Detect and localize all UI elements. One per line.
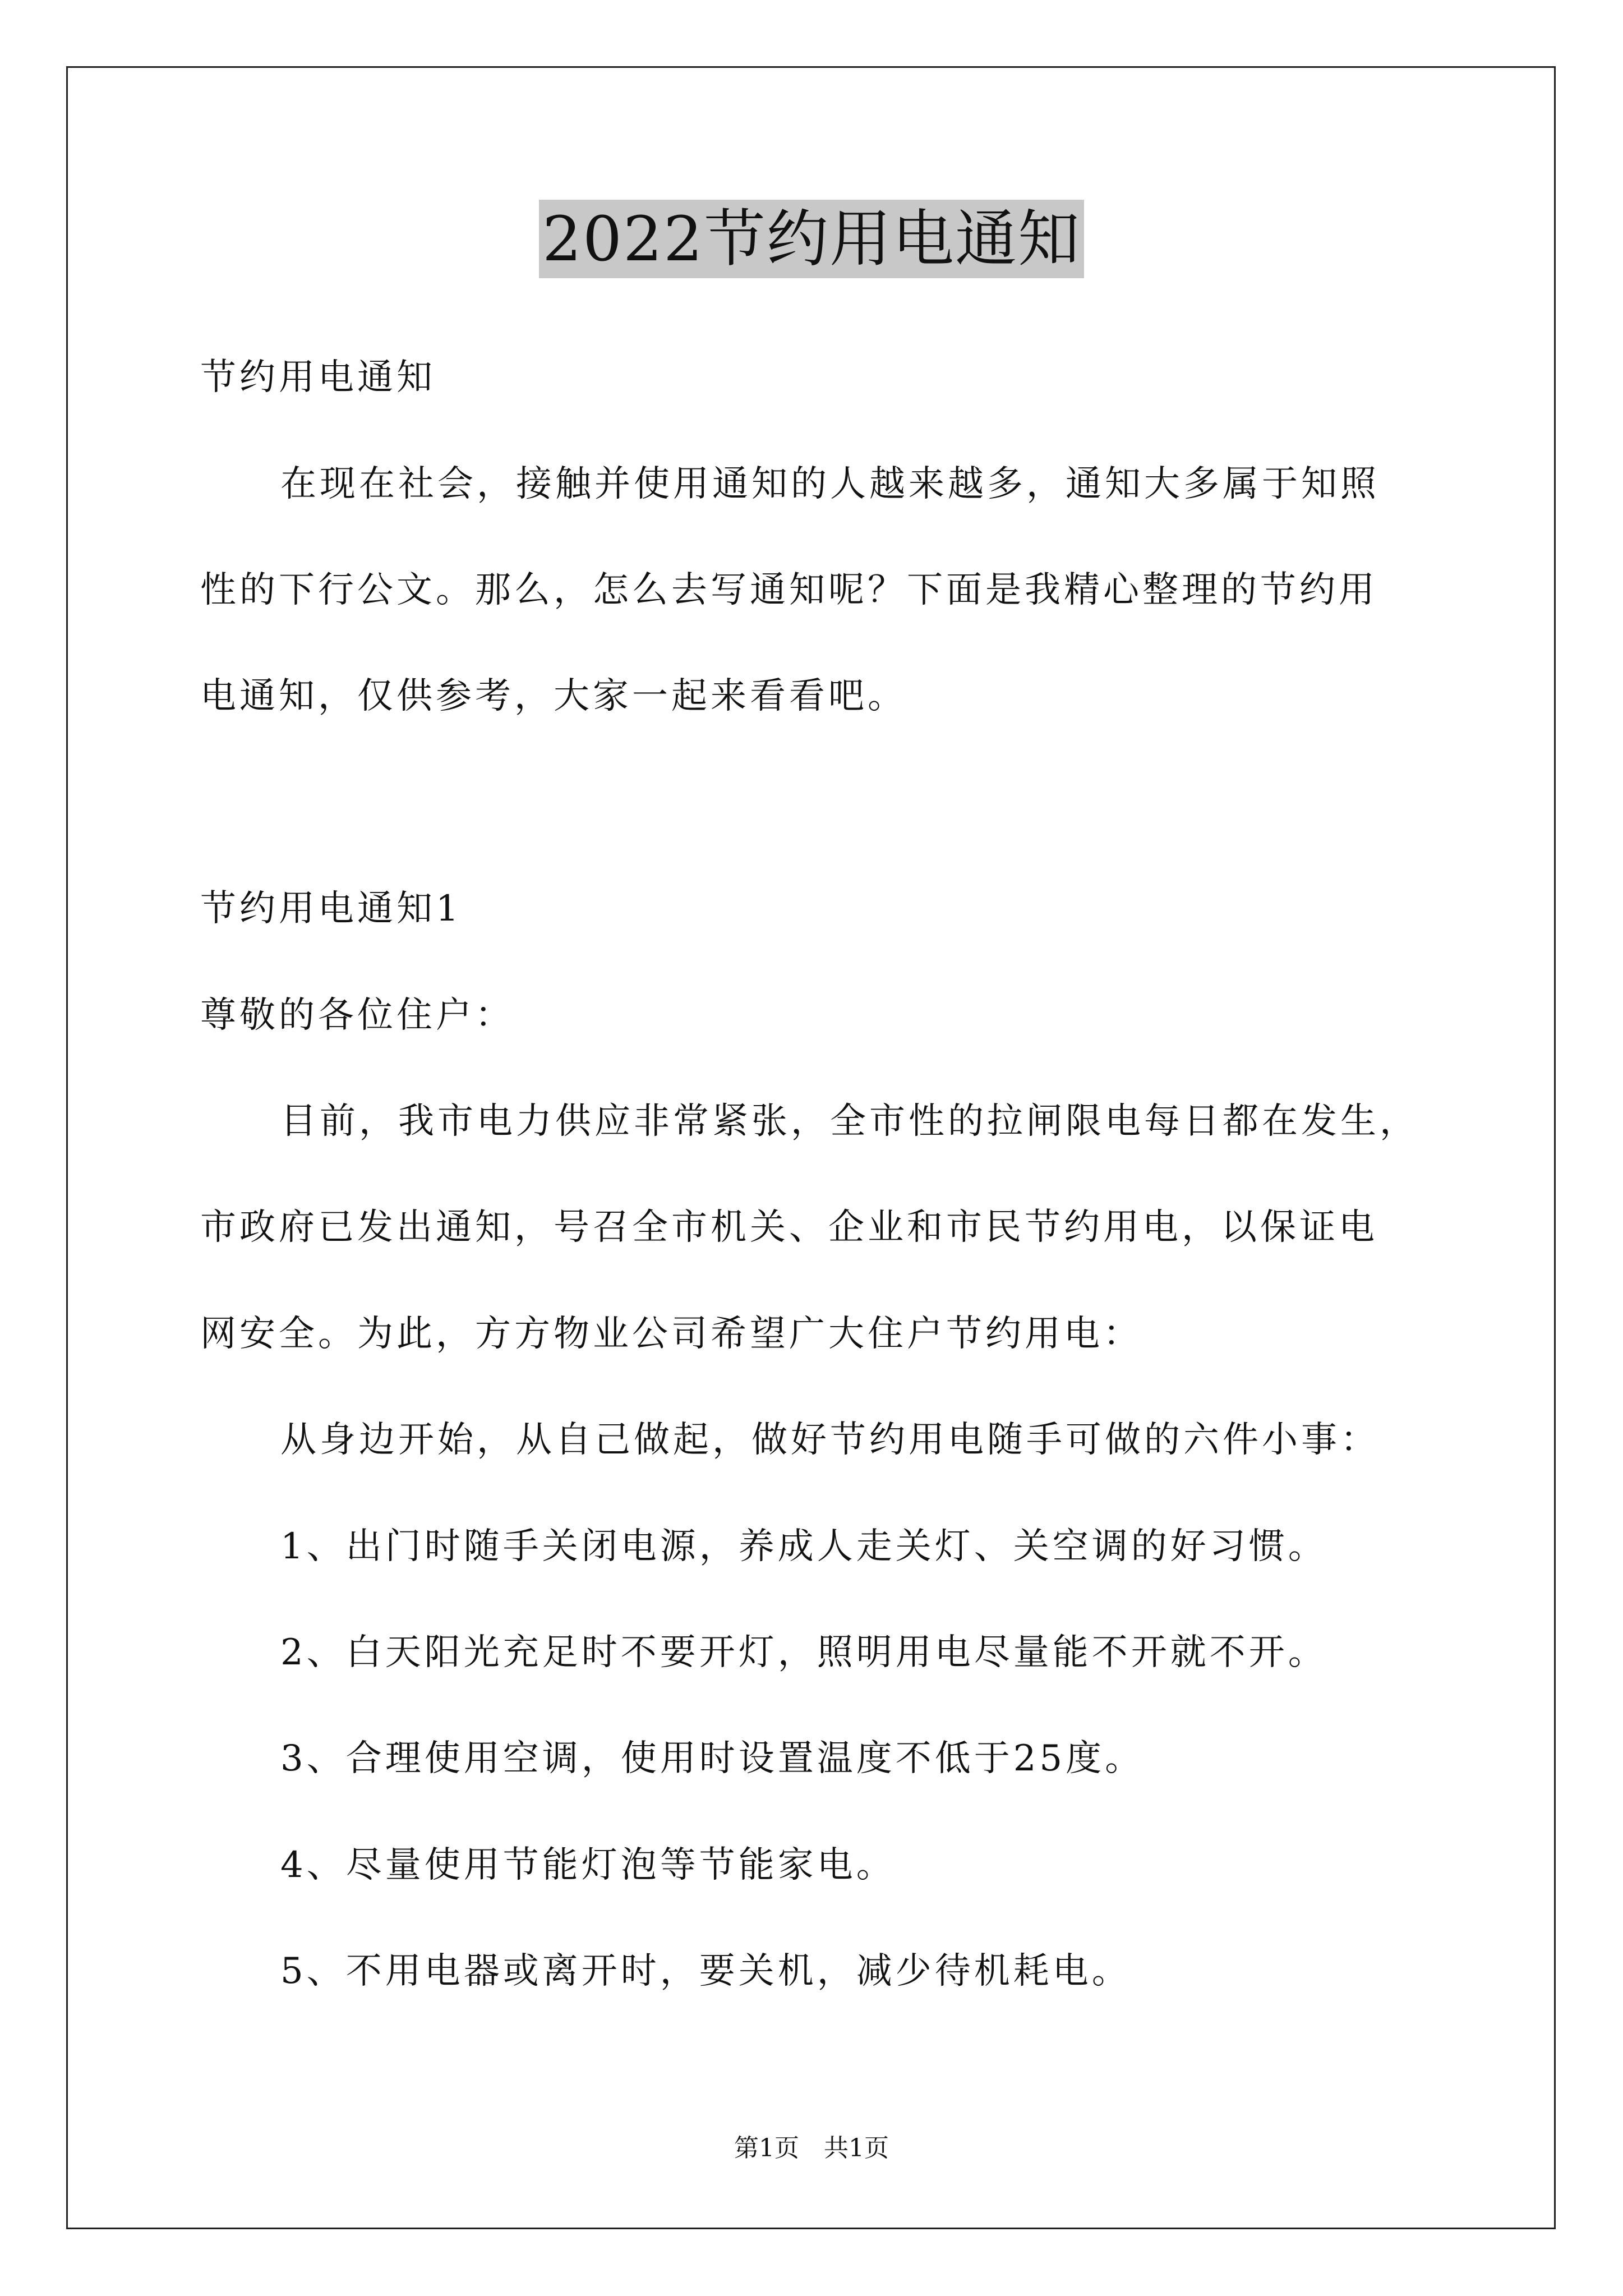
intro-heading: 节约用电通知 — [200, 357, 436, 398]
list-item: 1、出门时随手关闭电源，养成人走关灯、关空调的好习惯。 — [280, 1526, 1327, 1567]
page-number-footer: 第1页 共1页 — [734, 2134, 889, 2162]
intro-paragraph-line-3: 电通知，仅供参考，大家一起来看看吧。 — [200, 675, 907, 717]
list-item: 5、不用电器或离开时，要关机，减少待机耗电。 — [280, 1950, 1131, 1992]
title-container — [0, 200, 1623, 278]
body-paragraph-line-1: 目前，我市电力供应非常紧张，全市性的拉闸限电每日都在发生， — [280, 1101, 1419, 1142]
intro-paragraph-line-1: 在现在社会，接触并使用通知的人越来越多，通知大多属于知照 — [280, 463, 1380, 505]
body-paragraph-line-3: 网安全。为此，方方物业公司希望广大住户节约用电： — [200, 1313, 1142, 1355]
list-item: 2、白天阳光充足时不要开灯，照明用电尽量能不开就不开。 — [280, 1632, 1327, 1673]
body-paragraph-line-2: 市政府已发出通知，号召全市机关、企业和市民节约用电，以保证电 — [200, 1207, 1378, 1248]
list-item: 4、尽量使用节能灯泡等节能家电。 — [280, 1844, 896, 1886]
list-item: 3、合理使用空调，使用时设置温度不低于25度。 — [280, 1738, 1145, 1779]
document-title: 2022节约用电通知 — [539, 200, 1084, 278]
intro-paragraph-line-2: 性的下行公文。那么，怎么去写通知呢？下面是我精心整理的节约用 — [200, 569, 1378, 611]
list-intro: 从身边开始，从自己做起，做好节约用电随手可做的六件小事： — [280, 1419, 1380, 1461]
salutation: 尊敬的各位住户： — [200, 995, 514, 1036]
section-heading: 节约用电通知1 — [200, 888, 462, 930]
